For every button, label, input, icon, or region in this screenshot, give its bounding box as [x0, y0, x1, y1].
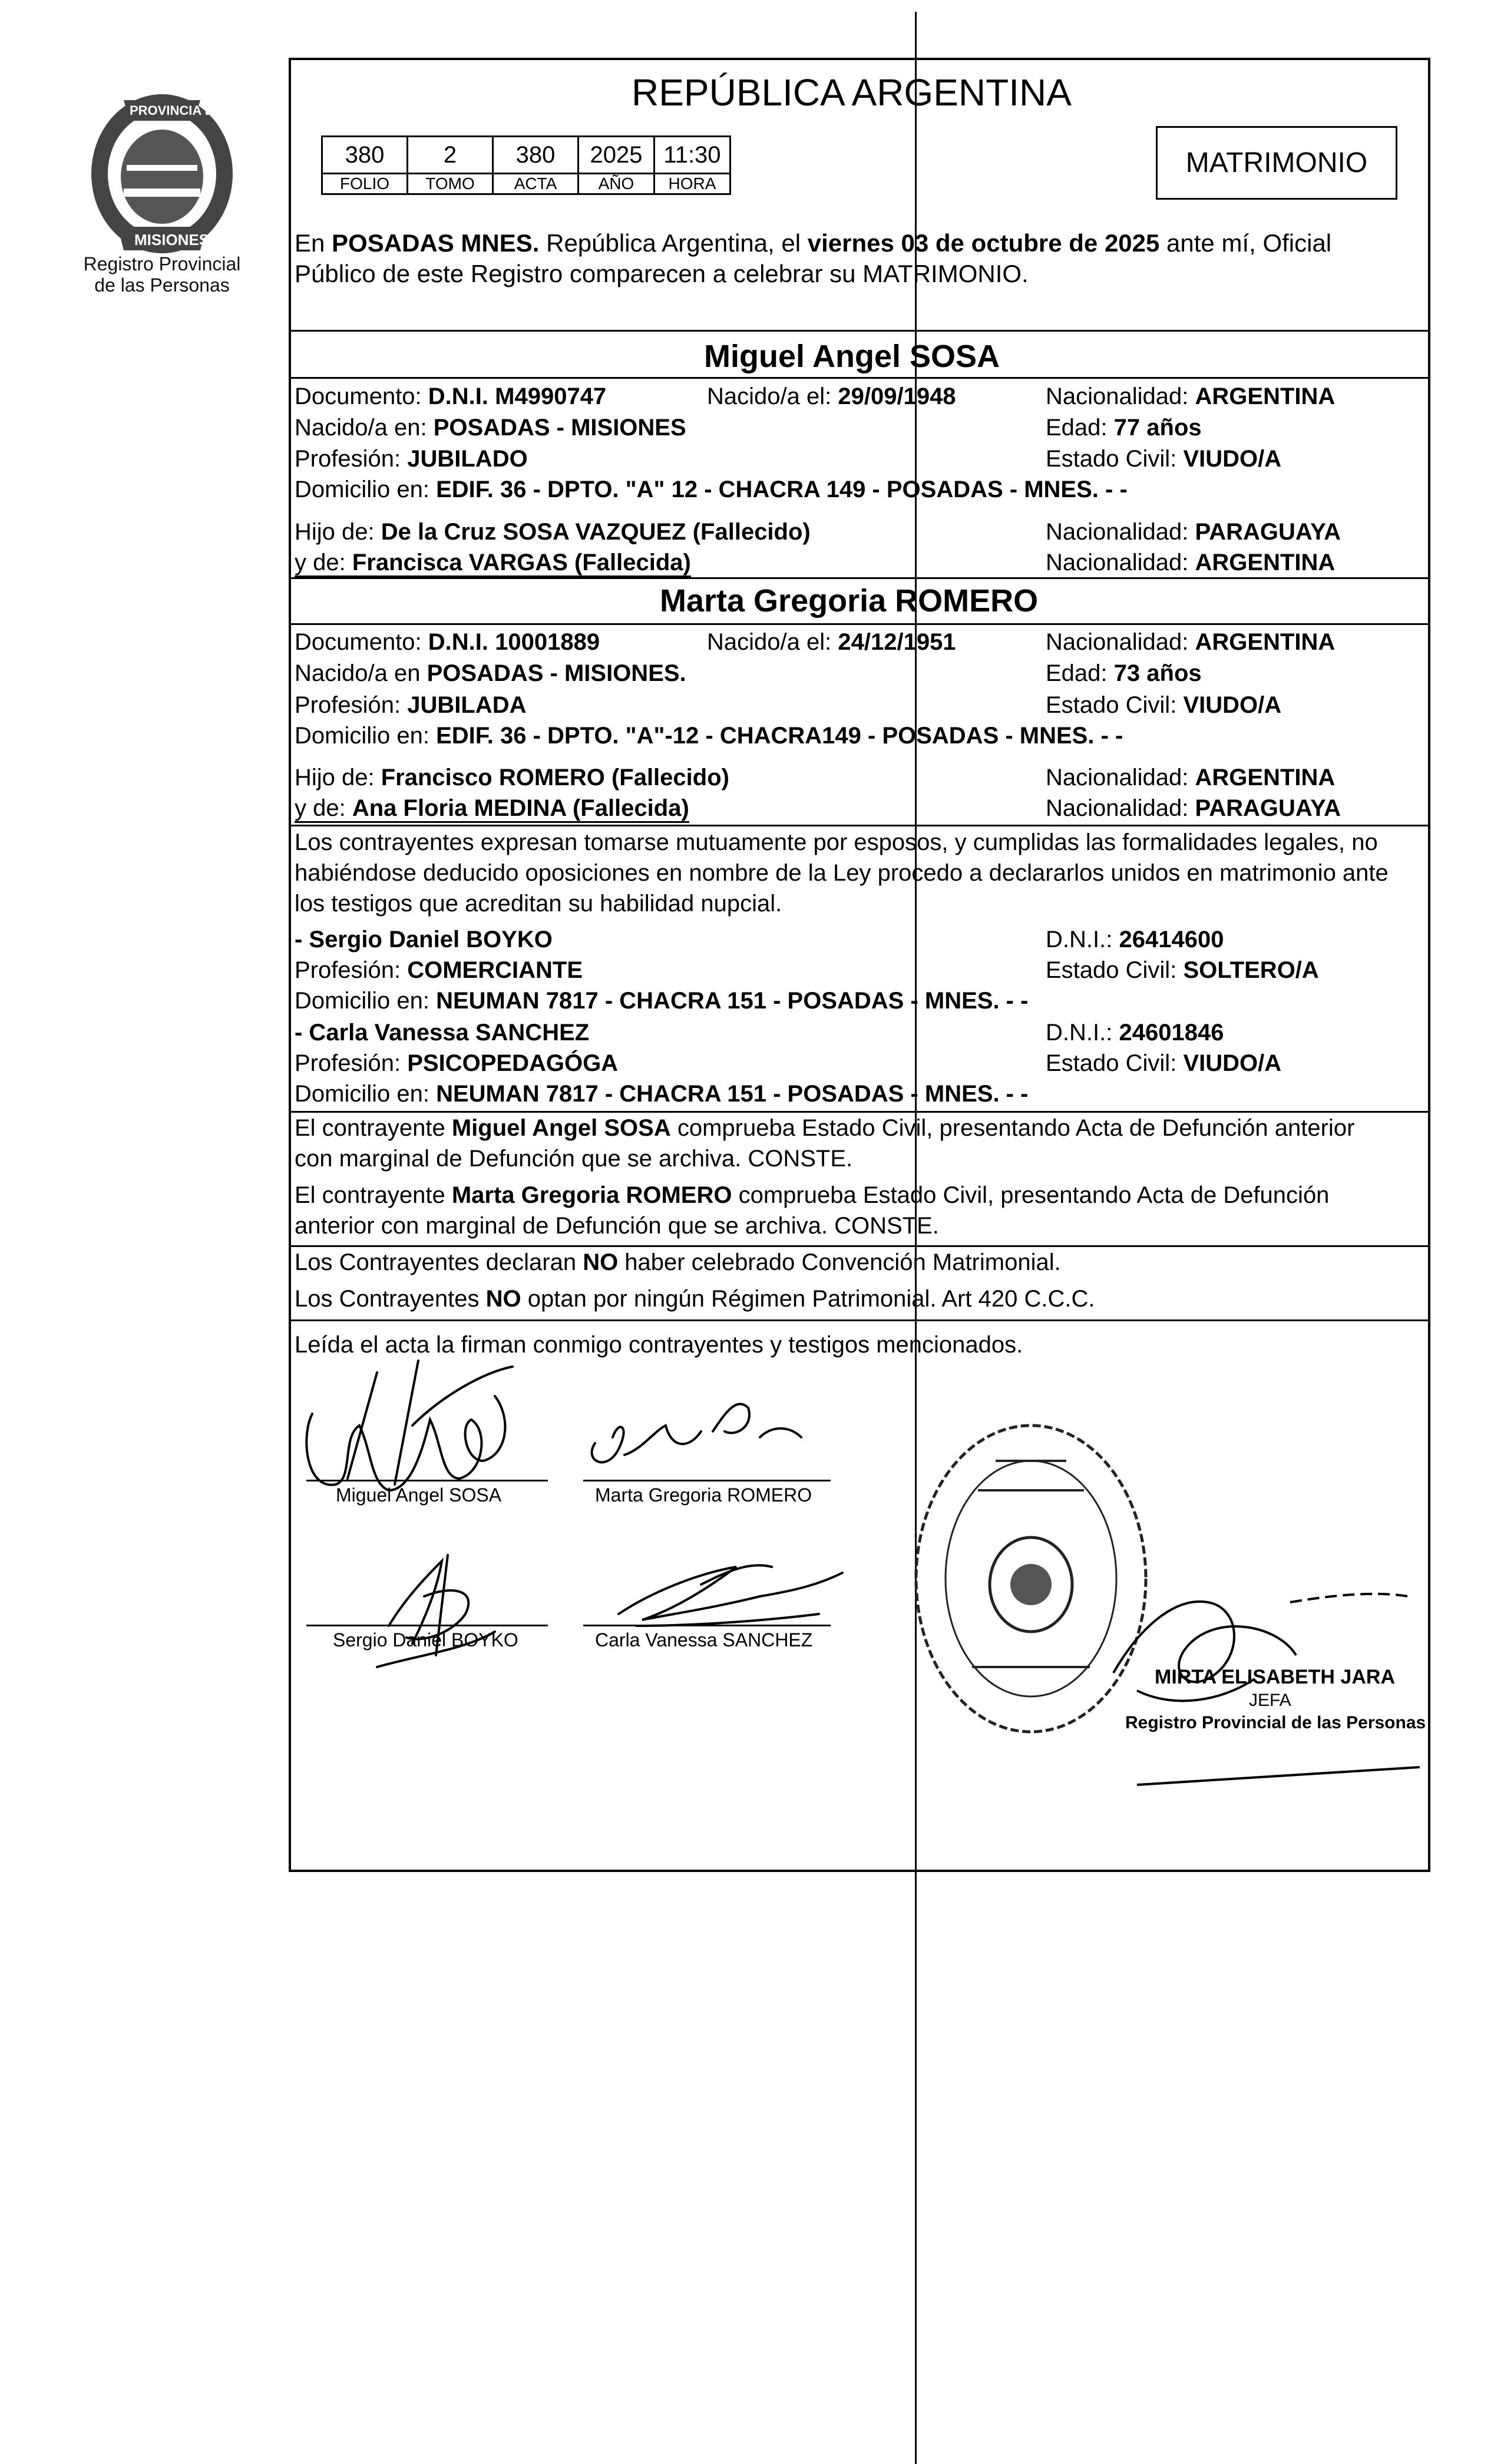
act-type-box: MATRIMONIO — [1156, 126, 1397, 200]
field-label: Domicilio en: — [295, 723, 429, 749]
field-label: Edad: — [1046, 660, 1108, 686]
note-text: Los Contrayentes — [295, 1286, 486, 1312]
bride-age — [1046, 659, 1202, 688]
field-label: Nacido/a en — [295, 660, 421, 686]
divider — [289, 825, 1430, 826]
witness-2-civil-status — [1046, 1049, 1281, 1078]
field-value: EDIF. 36 - DPTO. "A" 12 - CHACRA 149 - POSADAS - MNES. - - — [436, 477, 1128, 502]
note-name: Miguel Angel SOSA — [451, 1115, 671, 1141]
field-value: 29/09/1948 — [838, 383, 956, 409]
field-label: Estado Civil: — [1046, 446, 1177, 472]
bride-mother-nationality — [1046, 793, 1341, 823]
note-groom-line-1 — [295, 1113, 1354, 1143]
groom-father-nationality — [1046, 517, 1341, 547]
bride-document — [295, 627, 600, 657]
witness-1-civil-status — [1046, 955, 1319, 985]
groom-father — [295, 517, 811, 547]
declaration-line-2: habiéndose deducido oposiciones en nombre de la Ley procedo a declararlos unidos en matrimonio ante — [295, 860, 1389, 886]
field-value: Francisca VARGAS (Fallecida) — [352, 550, 691, 576]
witness-2-profession — [295, 1049, 618, 1078]
tomo-value: 2 — [408, 137, 493, 174]
note-emphasis: NO — [485, 1286, 521, 1312]
note-bride-line-2: anterior con marginal de Defunción que se archiva. CONSTE. — [295, 1213, 939, 1239]
witness-2-name: - Carla Vanessa SANCHEZ — [295, 1020, 590, 1046]
convention-note — [295, 1248, 1061, 1277]
field-label: Edad: — [1046, 415, 1108, 441]
note-text: Los Contrayentes declaran — [295, 1249, 583, 1275]
field-label: Nacionalidad: — [1046, 550, 1189, 576]
field-value: Francisco ROMERO (Fallecido) — [381, 765, 729, 791]
field-label: Nacionalidad: — [1046, 519, 1189, 545]
field-value: EDIF. 36 - DPTO. "A"-12 - CHACRA149 - POSADAS - MNES. - - — [436, 723, 1123, 749]
groom-civil-status — [1046, 444, 1281, 474]
bride-father-nationality — [1046, 763, 1335, 792]
bride-name: Marta Gregoria ROMERO — [660, 583, 1039, 619]
field-value: 24601846 — [1119, 1020, 1224, 1046]
note-name: Marta Gregoria ROMERO — [451, 1182, 732, 1208]
divider — [289, 577, 1430, 579]
field-label: Nacionalidad: — [1046, 765, 1189, 791]
province-logo — [82, 88, 242, 259]
field-value: D.N.I. M4990747 — [428, 383, 607, 409]
field-value: VIUDO/A — [1183, 446, 1282, 472]
field-label: y de: — [295, 795, 346, 821]
field-label: Estado Civil: — [1046, 692, 1177, 718]
field-value: VIUDO/A — [1183, 1050, 1282, 1076]
field-value: De la Cruz SOSA VAZQUEZ (Fallecido) — [381, 519, 811, 545]
field-label: Domicilio en: — [295, 988, 429, 1014]
acta-value: 380 — [493, 137, 579, 174]
anio-value: 2025 — [579, 137, 655, 174]
bride-signature-line — [583, 1480, 831, 1481]
field-label: Profesión: — [295, 957, 401, 983]
note-emphasis: NO — [583, 1249, 619, 1275]
field-label: Nacionalidad: — [1046, 629, 1189, 655]
bride-nationality — [1046, 627, 1335, 657]
field-label: Documento: — [295, 629, 422, 655]
field-value: NEUMAN 7817 - CHACRA 151 - POSADAS - MNES. - - — [436, 1081, 1029, 1107]
field-value: POSADAS - MISIONES. — [427, 660, 686, 686]
field-label: Nacido/a en: — [295, 415, 427, 441]
witness-1-profession — [295, 955, 583, 985]
groom-mother — [295, 548, 691, 577]
officer-title: JEFA — [1249, 1691, 1291, 1710]
intro-text: República Argentina, el — [539, 229, 808, 257]
field-label: Estado Civil: — [1046, 1050, 1177, 1076]
officer-name: MIRTA ELISABETH JARA — [1155, 1666, 1395, 1688]
field-label: D.N.I.: — [1046, 1020, 1113, 1046]
bride-civil-status — [1046, 690, 1281, 720]
witness1-signature-label: Sergio Daniel BOYKO — [333, 1629, 518, 1651]
field-label: Estado Civil: — [1046, 957, 1177, 983]
declaration-line-3: los testigos que acreditan su habilidad nupcial. — [295, 891, 782, 917]
divider — [289, 1319, 1430, 1321]
field-value: 24/12/1951 — [838, 629, 956, 655]
field-value: VIUDO/A — [1183, 692, 1282, 718]
witness-2-dni — [1046, 1018, 1224, 1047]
note-text: El contrayente — [295, 1182, 452, 1208]
witness-2-address — [295, 1079, 1028, 1109]
witness-1-name: - Sergio Daniel BOYKO — [295, 927, 553, 952]
divider — [289, 377, 1430, 379]
field-label: Profesión: — [295, 446, 401, 472]
tomo-label: TOMO — [408, 174, 493, 194]
note-text: comprueba Estado Civil, presentando Acta de Defunción anterior — [670, 1115, 1355, 1141]
anio-label: AÑO — [579, 174, 655, 194]
field-label: Domicilio en: — [295, 1081, 429, 1107]
intro-place: POSADAS MNES. — [332, 229, 540, 257]
divider — [289, 330, 1430, 332]
field-value: ARGENTINA — [1195, 550, 1336, 576]
intro-line-2: Público de este Registro comparecen a celebrar su MATRIMONIO. — [295, 260, 1029, 287]
hora-label: HORA — [655, 174, 730, 194]
field-value: 26414600 — [1119, 927, 1224, 952]
bride-address — [295, 721, 1123, 750]
note-text: El contrayente — [295, 1115, 452, 1141]
intro-text: ante mí, Oficial — [1159, 229, 1332, 257]
note-text: comprueba Estado Civil, presentando Acta de Defunción — [732, 1182, 1330, 1208]
field-label: Nacionalidad: — [1046, 383, 1189, 409]
bride-birthplace — [295, 659, 686, 688]
field-label: Hijo de: — [295, 519, 375, 545]
field-label: Profesión: — [295, 1050, 401, 1076]
groom-mother-nationality — [1046, 548, 1335, 577]
witness2-signature-label: Carla Vanessa SANCHEZ — [595, 1629, 813, 1651]
note-groom-line-2: con marginal de Defunción que se archiva. CONSTE. — [295, 1146, 853, 1172]
field-value: Ana Floria MEDINA (Fallecida) — [352, 795, 689, 821]
witness2-signature-line — [583, 1625, 831, 1626]
divider — [289, 1111, 1430, 1113]
intro-text: En — [295, 229, 332, 257]
folio-label: FOLIO — [322, 174, 408, 194]
logo-caption: Registro Provincial de las Personas — [83, 253, 241, 296]
field-value: D.N.I. 10001889 — [428, 629, 600, 655]
field-value: ARGENTINA — [1195, 383, 1336, 409]
groom-signature — [306, 1396, 505, 1490]
field-label: y de: — [295, 550, 346, 576]
note-bride-line-1 — [295, 1180, 1329, 1210]
signatures-intro: Leída el acta la firman conmigo contrayentes y testigos mencionados. — [295, 1332, 1023, 1358]
acta-label: ACTA — [493, 174, 579, 194]
field-value: JUBILADA — [407, 692, 527, 718]
field-value: PARAGUAYA — [1195, 795, 1341, 821]
field-value: ARGENTINA — [1195, 765, 1336, 791]
field-value: SOLTERO/A — [1183, 957, 1319, 983]
groom-age — [1046, 413, 1202, 442]
seal-text-bottom: MISIONES — [134, 231, 210, 249]
intro-line-1 — [295, 229, 1331, 258]
groom-profession — [295, 444, 528, 474]
bride-mother — [295, 793, 689, 823]
field-label: Domicilio en: — [295, 477, 429, 502]
officer-org: Registro Provincial de las Personas — [1125, 1713, 1426, 1732]
witness2-signature — [619, 1565, 842, 1626]
groom-birthdate — [707, 382, 956, 411]
record-boxes — [321, 135, 731, 195]
groom-nationality — [1046, 382, 1335, 411]
divider — [289, 623, 1430, 625]
field-value: ARGENTINA — [1195, 629, 1336, 655]
bride-father — [295, 763, 729, 792]
bride-profession — [295, 690, 526, 720]
groom-birthplace — [295, 413, 686, 442]
page-title: REPÚBLICA ARGENTINA — [632, 71, 1072, 114]
witness1-signature-line — [306, 1625, 548, 1626]
field-label: Nacionalidad: — [1046, 795, 1189, 821]
bride-signature-label: Marta Gregoria ROMERO — [595, 1484, 812, 1506]
groom-address — [295, 475, 1128, 504]
field-value: 77 años — [1113, 415, 1202, 441]
hora-value: 11:30 — [655, 137, 730, 174]
field-value: COMERCIANTE — [407, 957, 583, 983]
field-value: PSICOPEDAGÓGA — [407, 1050, 619, 1076]
regime-note — [295, 1284, 1095, 1314]
field-label: Documento: — [295, 383, 422, 409]
field-value: NEUMAN 7817 - CHACRA 151 - POSADAS - MNES. - - — [436, 988, 1029, 1014]
field-value: 73 años — [1113, 660, 1202, 686]
field-label: D.N.I.: — [1046, 927, 1113, 952]
field-value: JUBILADO — [407, 446, 528, 472]
field-label: Nacido/a el: — [707, 383, 832, 409]
field-label: Hijo de: — [295, 765, 375, 791]
field-value: POSADAS - MISIONES — [433, 415, 686, 441]
folio-value: 380 — [322, 137, 408, 174]
field-label: Nacido/a el: — [707, 629, 832, 655]
field-value: PARAGUAYA — [1195, 519, 1341, 545]
declaration-line-1: Los contrayentes expresan tomarse mutuamente por esposos, y cumplidas las formalidades legales, no — [295, 829, 1378, 855]
field-label: Profesión: — [295, 692, 401, 718]
note-text: optan por ningún Régimen Patrimonial. Art 420 C.C.C. — [521, 1286, 1095, 1312]
witness-1-dni — [1046, 925, 1224, 954]
bride-signature — [592, 1404, 801, 1463]
groom-signature-line — [306, 1480, 548, 1481]
witness-1-address — [295, 986, 1028, 1016]
bride-birthdate — [707, 627, 956, 657]
seal-text-top: PROVINCIA DE — [130, 103, 223, 118]
groom-document — [295, 382, 606, 411]
divider — [289, 1245, 1430, 1247]
groom-signature-label: Miguel Angel SOSA — [336, 1484, 502, 1506]
note-text: haber celebrado Convención Matrimonial. — [618, 1249, 1061, 1275]
intro-date: viernes 03 de octubre de 2025 — [807, 229, 1160, 257]
groom-name: Miguel Angel SOSA — [704, 339, 1000, 374]
